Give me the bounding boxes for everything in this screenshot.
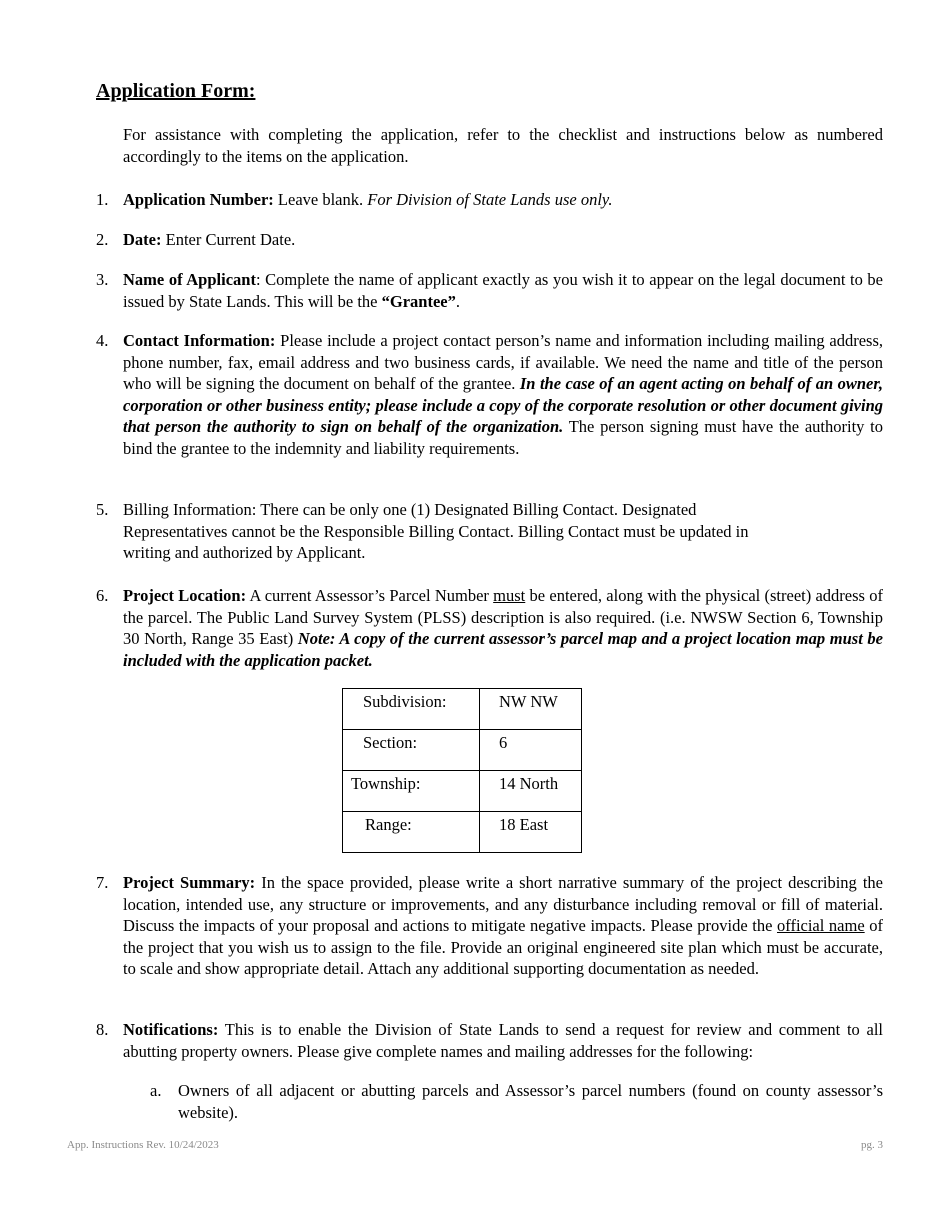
item-body xyxy=(123,1019,883,1062)
item-label: Project Summary: xyxy=(123,873,256,892)
item-text-b: of the project that you wish us to assign to the file. Provide an original engineered site plan which must be accurate, to scale and show appropriate detail. Attach any additional supporting documentation as needed. xyxy=(123,916,884,978)
item-label: Contact Information: xyxy=(123,331,276,350)
item-number: 5. xyxy=(96,500,109,519)
item-label: Project Location: xyxy=(123,586,247,605)
item-label: Name of Applicant xyxy=(123,270,256,289)
page-title: Application Form: xyxy=(96,80,256,102)
item-body xyxy=(123,872,883,980)
item-text: Leave blank. xyxy=(273,190,368,209)
item-grantee: “Grantee” xyxy=(381,291,456,311)
item-text: Please include a project contact person’s name and information including mailing address, phone number, fax, email address and two business cards, if available. We need the name and title of the person who will be signing the document on behalf of the grantee. xyxy=(123,331,883,393)
table-cell-label: Section: xyxy=(343,730,480,771)
item-text-b: be entered, along with the physical (street) address of the parcel. The Public Land Survey System (PLSS) description is also required. (i.e. NWSW Section 6, Township 30 North, Range 35 East) xyxy=(123,586,883,648)
item-number: 2. xyxy=(96,230,109,249)
item-label: Notifications: xyxy=(123,1020,219,1039)
list-item-project-location xyxy=(96,585,883,671)
item-number: 1. xyxy=(96,190,109,209)
table-cell-label: Subdivision: xyxy=(343,689,480,730)
intro-paragraph: For assistance with completing the application, refer to the checklist and instructions below as numbered accordingly to the items on the application. xyxy=(123,125,883,166)
item-number: 4. xyxy=(96,331,109,350)
table-cell-label: Range: xyxy=(343,812,480,853)
table-cell-label: Township: xyxy=(343,771,480,812)
table-cell-value: 6 xyxy=(480,730,582,771)
item-label: Date: xyxy=(123,230,162,249)
table-row xyxy=(343,812,582,853)
item-emphasis: In the case of an agent acting on behalf of an owner, corporation or other business entity; please include a copy of the corporate resolution or other document giving that person the authority to sign on behalf of the organization. xyxy=(123,374,883,436)
item-label: Application Number: xyxy=(123,190,274,209)
footer-page-number: pg. 3 xyxy=(861,1139,883,1151)
item-underline: must xyxy=(493,586,526,605)
item-number: 8. xyxy=(96,1020,109,1039)
item-number: 3. xyxy=(96,270,109,289)
list-item-name-of-applicant xyxy=(96,269,883,312)
item-text: Enter Current Date. xyxy=(161,230,296,249)
footer-revision: App. Instructions Rev. 10/24/2023 xyxy=(67,1139,219,1151)
list-item-billing-information xyxy=(96,499,883,564)
item-body xyxy=(123,585,883,671)
table-cell-value: 18 East xyxy=(480,812,582,853)
table-row xyxy=(343,730,582,771)
item-note: For Division of State Lands use only. xyxy=(367,190,613,209)
list-item-project-summary xyxy=(96,872,883,980)
item-body xyxy=(123,229,883,251)
item-text: : Complete the name of applicant exactly as you wish it to appear on the legal document to be issued by State Lands. This will be the xyxy=(123,270,883,311)
item-emphasis: Note: A copy of the current assessor’s parcel map and a project location map must be included with the application packet. xyxy=(123,629,883,670)
table-row xyxy=(343,771,582,812)
item-body: Billing Information: There can be only one (1) Designated Billing Contact. Designated Representatives cannot be the Responsible Billing Contact. Billing Contact must be updated in writing and authorized by Applicant. xyxy=(123,500,749,562)
item-text: In the space provided, please write a short narrative summary of the project describing the location, intended use, any structure or improvements, and any disturbance including removal or fill of material. Discuss the impacts of your proposal and actions to mitigate negative impacts. Please provide the xyxy=(123,873,883,935)
item-text: A current Assessor’s Parcel Number xyxy=(246,586,494,605)
list-item-contact-information xyxy=(96,330,883,459)
item-text-end: The person signing must have the authority to bind the grantee to the indemnity and liability requirements. xyxy=(123,417,883,458)
item-body xyxy=(123,189,883,211)
sub-list-item-owners xyxy=(150,1080,883,1123)
list-item-application-number xyxy=(96,189,883,211)
item-body xyxy=(123,330,883,459)
item-underline: official name xyxy=(777,916,865,935)
item-number: 7. xyxy=(96,873,109,892)
table-row xyxy=(343,689,582,730)
item-text: This is to enable the Division of State Lands to send a request for review and comment to all abutting property owners. Please give complete names and mailing addresses for the following: xyxy=(123,1020,883,1061)
list-item-date xyxy=(96,229,883,251)
table-cell-value: 14 North xyxy=(480,771,582,812)
item-body xyxy=(123,269,883,312)
item-number: 6. xyxy=(96,586,109,605)
location-table xyxy=(342,688,582,853)
list-item-notifications xyxy=(96,1019,883,1062)
table-cell-value: NW NW xyxy=(480,689,582,730)
item-body: Owners of all adjacent or abutting parcels and Assessor’s parcel numbers (found on county assessor’s website). xyxy=(178,1081,883,1122)
item-text-end: . xyxy=(455,291,460,311)
item-number: a. xyxy=(150,1081,162,1100)
